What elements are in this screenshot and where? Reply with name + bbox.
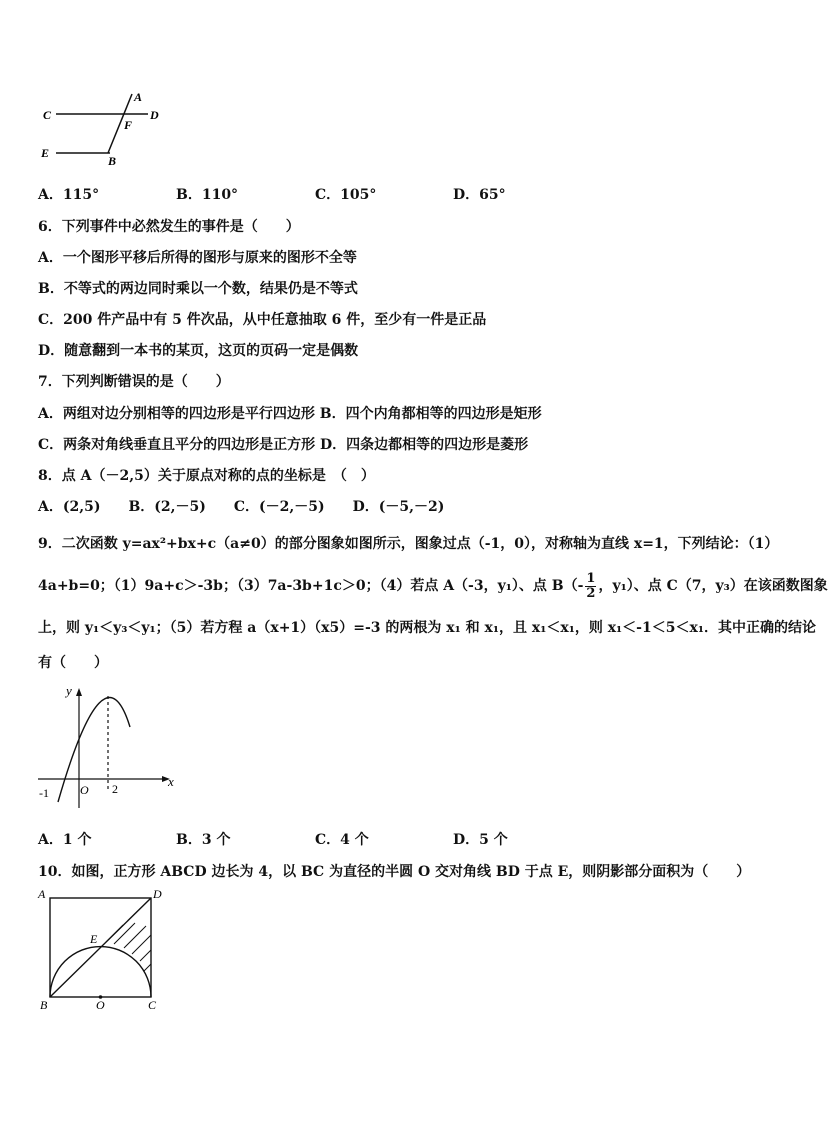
label-d: D — [153, 887, 162, 901]
label-x: x — [168, 774, 174, 789]
label-minus-one: -1 — [39, 786, 49, 800]
label-y: y — [66, 683, 72, 698]
label-o: O — [96, 998, 105, 1012]
q5-option-c[interactable]: C．105° — [315, 187, 377, 203]
label-f: F — [124, 118, 133, 132]
q5-option-b[interactable]: B．110° — [176, 187, 239, 203]
q8-stem: 8．点 A（－2,5）关于原点对称的点的坐标是 （ ） — [38, 468, 375, 484]
q6-option-a[interactable]: A．一个图形平移后所得的图形与原来的图形不全等 — [38, 250, 357, 266]
q8-options[interactable]: A．(2,5) B．(2,－5) C．(－2,－5) D．(－5,－2) — [38, 499, 445, 515]
y-axis-arrow-icon — [76, 688, 82, 696]
q9-line-3: 上，则 y₁＜y₃＜y₁；（5）若方程 a（x+1）（x5）=-3 的两根为 x₁ 和 x₁，且 x₁＜x₁，则 x₁＜-1＜5＜x₁．其中正确的结论 — [38, 620, 816, 636]
q9-parabola-graph — [34, 682, 184, 812]
label-b: B — [108, 154, 117, 168]
q10-square-figure — [34, 885, 174, 1015]
label-two: 2 — [112, 782, 118, 796]
fraction-numerator: 1 — [586, 570, 596, 586]
q7-stem: 7．下列判断错误的是（ ） — [38, 374, 230, 390]
q9-line-2b: ，y₁）、点 C（7，y₃）在该函数图象 — [598, 578, 828, 594]
semicircle-o — [50, 947, 151, 997]
label-d: D — [150, 108, 159, 122]
label-c: C — [148, 998, 157, 1012]
q7-options-ab[interactable]: A．两组对边分别相等的四边形是平行四边形 B．四个内角都相等的四边形是矩形 — [38, 406, 542, 422]
parabola-curve — [58, 698, 130, 802]
q9-line-1: 9．二次函数 y=ax²+bx+c（a≠0）的部分图象如图所示，图象过点（-1，0），对称轴为直线 x=1，下列结论：（1） — [38, 536, 779, 552]
shaded-region-hatching — [106, 923, 151, 971]
q5-option-d[interactable]: D．65° — [453, 187, 506, 203]
label-b: B — [40, 998, 48, 1012]
label-a: A — [38, 887, 46, 901]
q6-option-b[interactable]: B．不等式的两边同时乘以一个数，结果仍是不等式 — [38, 281, 358, 297]
label-e: E — [90, 932, 98, 946]
diagonal-bd — [50, 898, 151, 997]
label-e: E — [41, 146, 50, 160]
q9-option-d[interactable]: D．5 个 — [453, 832, 508, 848]
q5-option-a[interactable]: A．115° — [38, 187, 100, 203]
q6-option-c[interactable]: C．200 件产品中有 5 件次品，从中任意抽取 6 件，至少有一件是正品 — [38, 312, 487, 328]
q6-option-d[interactable]: D．随意翻到一本书的某页，这页的页码一定是偶数 — [38, 343, 359, 359]
q10-stem: 10．如图，正方形 ABCD 边长为 4，以 BC 为直径的半圆 O 交对角线 BD 于点 E，则阴影部分面积为（ ） — [38, 864, 751, 880]
label-c: C — [43, 108, 52, 122]
fraction-one-half — [585, 572, 596, 601]
q6-stem: 6．下列事件中必然发生的事件是（ ） — [38, 219, 300, 235]
label-a: A — [134, 90, 143, 104]
q9-option-c[interactable]: C．4 个 — [315, 832, 369, 848]
q9-option-b[interactable]: B．3 个 — [176, 832, 231, 848]
q9-option-a[interactable]: A．1 个 — [38, 832, 92, 848]
q5-figure — [36, 86, 176, 172]
q7-options-cd[interactable]: C．两条对角线垂直且平分的四边形是正方形 D．四条边都相等的四边形是菱形 — [38, 437, 529, 453]
q9-line-2 — [38, 570, 828, 602]
label-origin: O — [80, 783, 89, 797]
q9-line-2a: 4a+b=0；（1）9a+c＞-3b；（3）7a-3b+1c＞0；（4）若点 A（-3，y₁）、点 B（- — [38, 578, 584, 594]
fraction-denominator: 2 — [586, 585, 596, 601]
q9-line-4: 有（ ） — [38, 655, 108, 671]
